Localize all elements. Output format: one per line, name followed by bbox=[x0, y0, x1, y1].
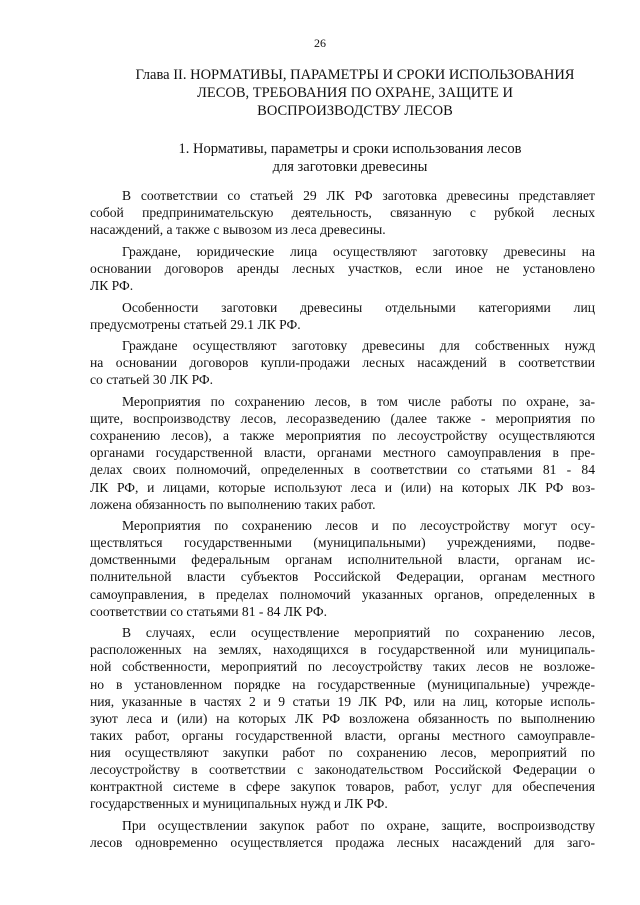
paragraph bbox=[90, 187, 595, 238]
text-line: домственными федеральным органам исполнительной власти, органам ис- bbox=[90, 552, 595, 568]
paragraph bbox=[90, 817, 595, 851]
text-line: соответствии со статьями 81 - 84 ЛК РФ. bbox=[90, 603, 327, 619]
paragraph bbox=[90, 517, 595, 620]
text-line: органами государственной власти, органами местного самоуправления в пре- bbox=[90, 445, 595, 461]
text-line: ной собственности, мероприятий по лесоустройству таких лесов не возложе- bbox=[90, 659, 595, 675]
text-line: В соответствии со статьей 29 ЛК РФ заготовка древесины представляет bbox=[122, 188, 595, 203]
section-title-line: 1. Нормативы, параметры и сроки использования лесов bbox=[178, 141, 522, 157]
text-line: щите, воспроизводству лесов, лесоразведению (далее также - мероприятия по bbox=[90, 411, 595, 427]
text-line: ЛК РФ. bbox=[90, 277, 134, 293]
body-text bbox=[90, 187, 595, 855]
text-line: В случаях, если осуществление мероприятий по сохранению лесов, bbox=[122, 625, 595, 641]
text-line: государственных и муниципальных нужд и ЛК РФ. bbox=[90, 796, 388, 812]
text-line: предусмотрены статьей 29.1 ЛК РФ. bbox=[90, 316, 301, 332]
text-line: ложена обязанность по выполнению таких работ. bbox=[90, 496, 376, 512]
chapter-title-line: Глава II. НОРМАТИВЫ, ПАРАМЕТРЫ И СРОКИ ИСПОЛЬЗОВАНИЯ bbox=[135, 67, 575, 83]
text-line: на основании договоров купли-продажи лесных насаждений в соответствии bbox=[90, 355, 595, 371]
text-line: ЛК РФ, и лицами, которые используют леса и (или) на которых ЛК РФ воз- bbox=[90, 479, 595, 495]
paragraph bbox=[90, 393, 595, 513]
text-line: лесоустройству в соответствии с законодательством Российской Федерации о bbox=[90, 762, 595, 777]
text-line: полнительной власти субъектов Российской Федерации, органам местного bbox=[90, 569, 595, 585]
text-line: Граждане, юридические лица осуществляют заготовку древесины на bbox=[122, 243, 595, 259]
text-line: ния осуществляют закупки работ по сохранению лесов, мероприятий по bbox=[90, 744, 595, 760]
text-line: сохранению лесов), а также мероприятия по лесоустройству осуществляются bbox=[90, 428, 595, 444]
chapter-title-line: ВОСПРОИЗВОДСТВУ ЛЕСОВ bbox=[257, 103, 453, 119]
section-title-line: для заготовки древесины bbox=[272, 159, 428, 175]
text-line: зуют леса и (или) на которых ЛК РФ возложена обязанность по выполнению bbox=[90, 710, 595, 726]
page-number: 26 bbox=[314, 36, 326, 50]
text-line: насаждений, а также с вывозом из леса древесины. bbox=[90, 222, 386, 238]
text-line: делах своих полномочий, определенных в соответствии со статьями 81 - 84 bbox=[90, 462, 595, 478]
text-line: Мероприятия по сохранению лесов, в том числе работы по охране, за- bbox=[122, 394, 595, 410]
section-title bbox=[120, 140, 580, 176]
text-line: ния, указанные в частях 2 и 9 статьи 19 ЛК РФ, или на лиц, которые исполь- bbox=[90, 693, 595, 709]
chapter-title bbox=[130, 66, 580, 120]
text-line: лесов одновременно осуществляется продажа лесных насаждений для заго- bbox=[90, 834, 595, 850]
paragraph bbox=[90, 624, 595, 812]
text-line: собой предпринимательскую деятельность, связанную с рубкой лесных bbox=[90, 205, 595, 221]
paragraph bbox=[90, 243, 595, 294]
text-line: Мероприятия по сохранению лесов и по лесоустройству могут осу- bbox=[122, 518, 595, 534]
text-line: расположенных на землях, находящихся в государственной или муниципаль- bbox=[90, 642, 595, 658]
chapter-title-line: ЛЕСОВ, ТРЕБОВАНИЯ ПО ОХРАНЕ, ЗАЩИТЕ И bbox=[197, 85, 513, 101]
text-line: При осуществлении закупок работ по охране, защите, воспроизводству bbox=[122, 817, 595, 833]
text-line: со статьей 30 ЛК РФ. bbox=[90, 372, 214, 388]
text-line: основании договоров аренды лесных участков, если иное не установлено bbox=[90, 260, 595, 276]
text-line: контрактной системе в сфере закупок товаров, работ, услуг для обеспечения bbox=[90, 779, 595, 795]
text-line: таких работ, органы государственной власти, органы местного самоуправле- bbox=[90, 727, 595, 743]
text-line: самоуправления, в пределах полномочий указанных органов, определенных в bbox=[90, 586, 595, 602]
paragraph bbox=[90, 337, 595, 388]
text-line: Граждане осуществляют заготовку древесины для собственных нужд bbox=[122, 338, 595, 354]
paragraph bbox=[90, 299, 595, 333]
text-line: но в установленном порядке на государственные (муниципальные) учрежде- bbox=[90, 676, 595, 692]
text-line: Особенности заготовки древесины отдельными категориями лиц bbox=[122, 299, 595, 315]
text-line: ществляться государственными (муниципальными) учреждениями, подве- bbox=[90, 535, 595, 551]
